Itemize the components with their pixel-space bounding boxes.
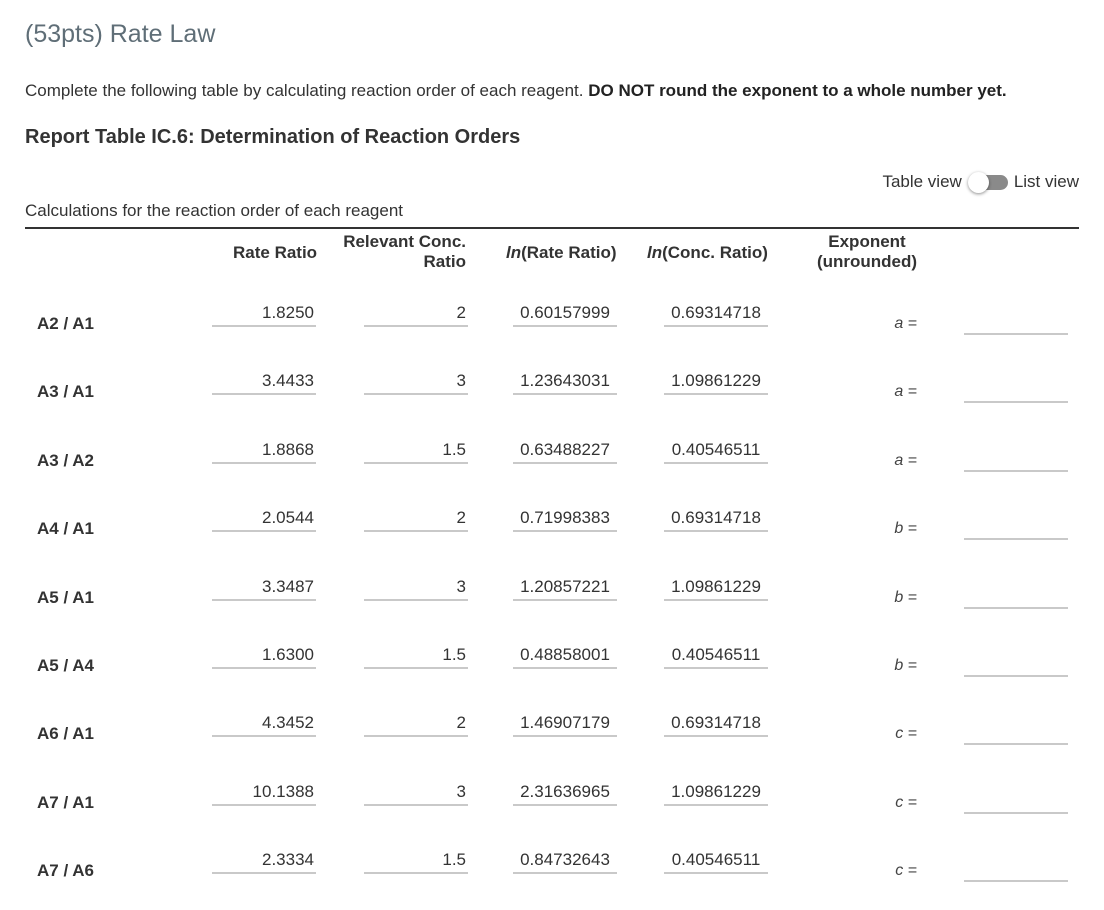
table-row xyxy=(0,708,1104,776)
view-toggle[interactable] xyxy=(882,172,1079,192)
rate-ratio-value: 10.1388 xyxy=(212,782,316,806)
exponent-label: b = xyxy=(894,520,917,537)
exponent-input[interactable] xyxy=(964,725,1068,745)
ln-conc-ratio-value: 0.40546511 xyxy=(664,850,768,874)
conc-ratio-value: 3 xyxy=(364,782,468,806)
ln-rate-ratio-value: 0.48858001 xyxy=(513,645,617,669)
rate-ratio-value: 1.6300 xyxy=(212,645,316,669)
table-row xyxy=(0,640,1104,708)
header-conc-ratio-line2: Ratio xyxy=(423,252,466,271)
instructions-text: Complete the following table by calculating reaction order of each reagent. xyxy=(25,81,589,100)
conc-ratio-value: 1.5 xyxy=(364,645,468,669)
rate-ratio-value: 1.8868 xyxy=(212,440,316,464)
row-label: A7 / A1 xyxy=(37,793,95,812)
instructions-emphasis: DO NOT round the exponent to a whole number yet. xyxy=(588,81,1007,100)
exponent-label: b = xyxy=(894,657,917,674)
conc-ratio-value: 1.5 xyxy=(364,850,468,874)
page-title: (53pts) Rate Law xyxy=(25,20,216,48)
row-label: A6 / A1 xyxy=(37,724,95,743)
table-view-label[interactable]: Table view xyxy=(882,172,962,191)
ln-rate-ratio-value: 0.84732643 xyxy=(513,850,617,874)
conc-ratio-value: 2 xyxy=(364,508,468,532)
ln-conc-ratio-value: 0.40546511 xyxy=(664,645,768,669)
exponent-label: c = xyxy=(895,725,917,742)
conc-ratio-value: 3 xyxy=(364,577,468,601)
ln-rate-ratio-value: 1.20857221 xyxy=(513,577,617,601)
row-label: A7 / A6 xyxy=(37,861,95,880)
ln-conc-ratio-value: 0.40546511 xyxy=(664,440,768,464)
row-label: A2 / A1 xyxy=(37,314,95,333)
ln-rate-ratio-value: 0.60157999 xyxy=(513,303,617,327)
row-label: A5 / A4 xyxy=(37,656,95,675)
exponent-input[interactable] xyxy=(964,315,1068,335)
table-caption: Calculations for the reaction order of each reagent xyxy=(25,201,404,220)
header-ln-rate-ratio xyxy=(506,243,617,263)
table-row xyxy=(0,845,1104,910)
view-toggle-switch[interactable] xyxy=(968,172,1008,192)
header-conc-ratio-line1: Relevant Conc. xyxy=(343,232,466,251)
exponent-label: c = xyxy=(895,794,917,811)
header-ln-conc-ratio xyxy=(647,243,768,263)
ln-function-label: ln xyxy=(647,243,663,262)
table-row xyxy=(0,777,1104,845)
rate-ratio-value: 3.4433 xyxy=(212,371,316,395)
exponent-input[interactable] xyxy=(964,452,1068,472)
toggle-knob xyxy=(968,172,989,193)
conc-ratio-value: 2 xyxy=(364,713,468,737)
exponent-input[interactable] xyxy=(964,520,1068,540)
table-row xyxy=(0,366,1104,434)
ln-conc-ratio-value: 1.09861229 xyxy=(664,577,768,601)
row-label: A4 / A1 xyxy=(37,519,95,538)
exponent-input[interactable] xyxy=(964,862,1068,882)
ln-rate-ratio-value: 1.23643031 xyxy=(513,371,617,395)
list-view-label[interactable]: List view xyxy=(1013,172,1079,191)
ln-conc-ratio-value: 0.69314718 xyxy=(664,508,768,532)
ln-conc-ratio-value: 0.69314718 xyxy=(664,303,768,327)
table-row xyxy=(0,298,1104,366)
rate-ratio-value: 4.3452 xyxy=(212,713,316,737)
instructions xyxy=(25,81,1007,101)
ln-conc-ratio-value: 1.09861229 xyxy=(664,782,768,806)
ln-function-label: ln xyxy=(506,243,522,262)
report-table-title: Report Table IC.6: Determination of Reaction Orders xyxy=(25,126,521,148)
ln-rate-ratio-value: 2.31636965 xyxy=(513,782,617,806)
rate-ratio-value: 1.8250 xyxy=(212,303,316,327)
exponent-label: a = xyxy=(894,383,917,400)
exponent-input[interactable] xyxy=(964,794,1068,814)
ln-rate-ratio-value: 0.71998383 xyxy=(513,508,617,532)
conc-ratio-value: 1.5 xyxy=(364,440,468,464)
table-top-rule xyxy=(25,227,1079,229)
header-ln-rate-text: (Rate Ratio) xyxy=(521,243,617,262)
header-rate-ratio: Rate Ratio xyxy=(233,243,318,262)
header-exponent-line2: (unrounded) xyxy=(816,252,918,271)
ln-conc-ratio-value: 1.09861229 xyxy=(664,371,768,395)
header-conc-ratio xyxy=(330,232,466,272)
rate-ratio-value: 3.3487 xyxy=(212,577,316,601)
rate-ratio-value: 2.3334 xyxy=(212,850,316,874)
header-exponent xyxy=(800,232,934,272)
exponent-input[interactable] xyxy=(964,657,1068,677)
table-row xyxy=(0,572,1104,640)
header-exponent-line1: Exponent xyxy=(828,232,906,251)
conc-ratio-value: 2 xyxy=(364,303,468,327)
ln-rate-ratio-value: 0.63488227 xyxy=(513,440,617,464)
exponent-input[interactable] xyxy=(964,589,1068,609)
row-label: A3 / A1 xyxy=(37,382,95,401)
exponent-input[interactable] xyxy=(964,383,1068,403)
row-label: A5 / A1 xyxy=(37,588,95,607)
table-row xyxy=(0,435,1104,503)
exponent-label: a = xyxy=(894,452,917,469)
row-label: A3 / A2 xyxy=(37,451,95,470)
exponent-label: a = xyxy=(894,315,917,332)
exponent-label: b = xyxy=(894,589,917,606)
ln-rate-ratio-value: 1.46907179 xyxy=(513,713,617,737)
exponent-label: c = xyxy=(895,862,917,879)
conc-ratio-value: 3 xyxy=(364,371,468,395)
table-row xyxy=(0,503,1104,571)
header-ln-conc-text: (Conc. Ratio) xyxy=(662,243,768,262)
ln-conc-ratio-value: 0.69314718 xyxy=(664,713,768,737)
rate-ratio-value: 2.0544 xyxy=(212,508,316,532)
